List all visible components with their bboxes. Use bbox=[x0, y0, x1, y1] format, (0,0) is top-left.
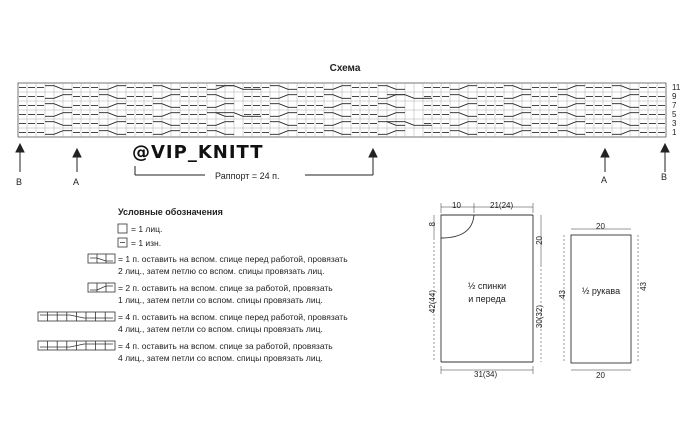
dim-bottom-width: 31(34) bbox=[474, 370, 498, 379]
dim-neck-depth: 8 bbox=[428, 222, 437, 227]
edge-label-left-a: А bbox=[73, 177, 80, 187]
dim-neck-width: 10 bbox=[452, 201, 461, 210]
neck-curve bbox=[441, 215, 474, 238]
dim-armhole: 20 bbox=[535, 236, 544, 245]
dim-sleeve-right: 43 bbox=[639, 282, 648, 291]
body-label-line1: ½ спинки bbox=[467, 281, 507, 291]
legend-title: Условные обозначения bbox=[118, 207, 223, 217]
dim-side-height: 30(32) bbox=[535, 305, 544, 329]
row-number: 9 bbox=[672, 92, 677, 101]
chart-title: Схема bbox=[329, 63, 361, 74]
row-number: 7 bbox=[672, 101, 677, 110]
legend-text: = 2 п. оставить на вспом. спице за работой, провязать bbox=[118, 283, 333, 293]
row-number: 1 bbox=[672, 128, 677, 137]
edge-label-right-a: А bbox=[601, 175, 608, 185]
sleeve-label: ½ рукава bbox=[581, 286, 621, 296]
legend-text: 4 лиц., затем петли со вспом. спицы провязать лиц. bbox=[118, 353, 323, 363]
row-number: 11 bbox=[672, 83, 681, 92]
legend-text: 2 лиц., затем петлю со вспом. спицы провязать лиц. bbox=[118, 266, 325, 276]
row-number: 3 bbox=[672, 119, 677, 128]
dim-sleeve-left: 43 bbox=[558, 290, 567, 299]
repeat-label: Раппорт = 24 п. bbox=[215, 171, 280, 181]
row-number: 5 bbox=[672, 110, 677, 119]
edge-label-right-b: В bbox=[661, 172, 668, 182]
legend-text: 4 лиц., затем петли со вспом. спицы провязать лиц. bbox=[118, 324, 323, 334]
legend-text: = 1 лиц. bbox=[131, 224, 163, 234]
legend-text: = 4 п. оставить на вспом. спице за работой, провязать bbox=[118, 341, 333, 351]
legend-text: = 1 изн. bbox=[131, 238, 162, 248]
legend-text: = 4 п. оставить на вспом. спице перед работой, провязать bbox=[118, 312, 348, 322]
legend-text: = 1 п. оставить на вспом. спице перед работой, провязать bbox=[118, 254, 348, 264]
watermark: @VIP_KNITT bbox=[132, 142, 264, 163]
dim-shoulder-width: 21(24) bbox=[490, 201, 514, 210]
legend-text: 1 лиц., затем петли со вспом. спицы провязать лиц. bbox=[118, 295, 323, 305]
body-label-line2: и переда bbox=[468, 294, 506, 304]
dim-sleeve-bottom: 20 bbox=[596, 371, 605, 380]
body-label bbox=[452, 280, 522, 306]
edge-label-left-b: В bbox=[16, 177, 23, 187]
dim-sleeve-top: 20 bbox=[596, 222, 605, 231]
dim-total-height: 42(44) bbox=[428, 290, 437, 314]
